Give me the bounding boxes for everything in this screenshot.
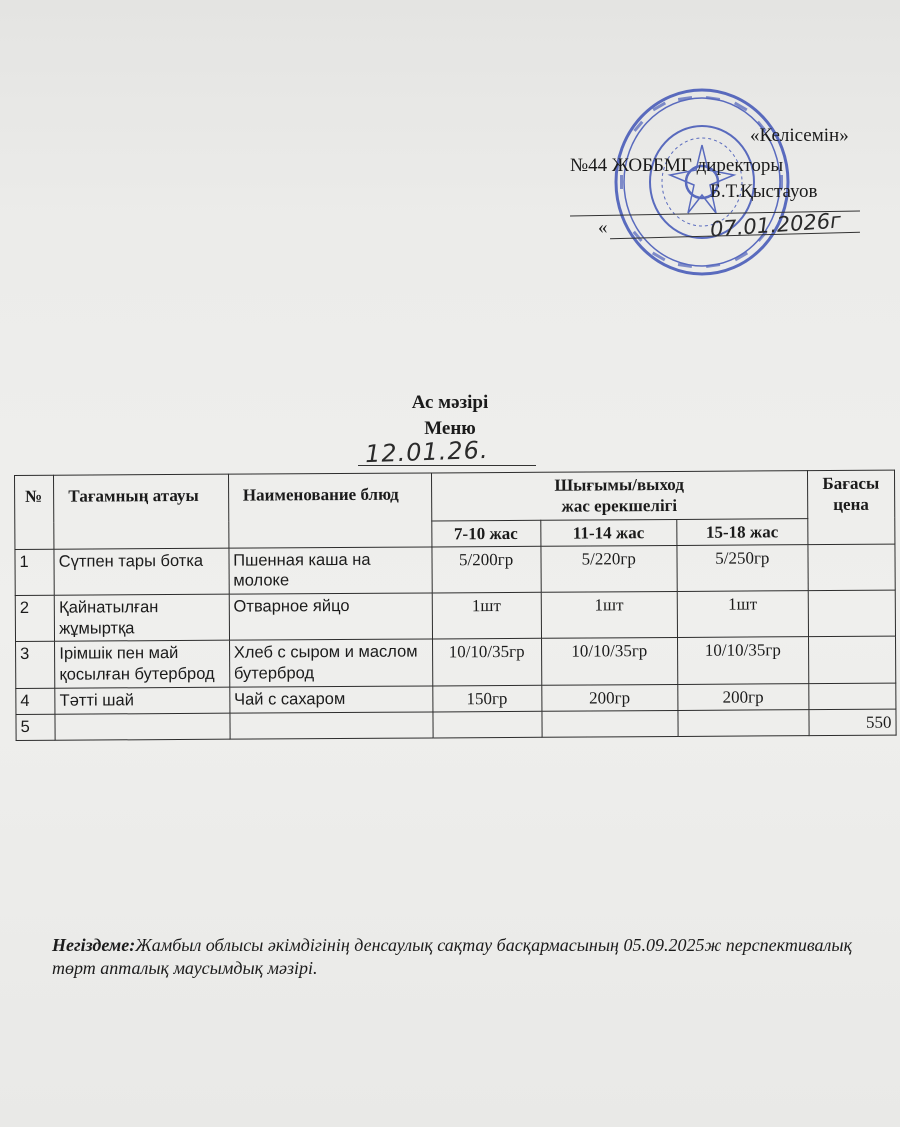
approval-heading: «Келісемін» [750, 125, 849, 146]
portion-11-14: 10/10/35гр [541, 638, 678, 685]
header-name-kz: Тағамның атауы [54, 474, 229, 549]
portion-15-18: 5/250гр [677, 544, 808, 591]
title-ru: Меню [424, 418, 476, 439]
row-num: 3 [16, 642, 56, 688]
menu-table [14, 470, 897, 741]
basis-text: Жамбыл облысы әкімдігінің денсаулық сақтау басқармасының 05.09.2025ж перспективалық төрт апталық маусымдық мәзірі. [52, 935, 852, 979]
price-cell [808, 636, 896, 683]
portion-15-18: 10/10/35гр [677, 637, 808, 684]
portion-7-10: 10/10/35гр [432, 639, 541, 686]
header-age-7-10: 7-10 жас [431, 520, 540, 547]
dish-name-ru: Хлеб с сыром и маслом бутерброд [229, 639, 432, 686]
approval-position: №44 ЖОББМГ директоры [570, 155, 784, 176]
row-num: 5 [16, 714, 55, 740]
header-num: № [15, 475, 55, 549]
price-cell [808, 590, 896, 637]
dish-name-ru: Пшенная каша на молоке [229, 547, 432, 594]
row-num: 4 [16, 688, 55, 714]
title-date-line [358, 465, 536, 466]
approval-director-name: Б.Т.Қыстауов [710, 181, 818, 202]
basis-label: Негіздеме: [52, 935, 136, 955]
row-num: 1 [15, 549, 55, 595]
header-output-line2: жас ерекшелігі [561, 496, 678, 516]
table-row [15, 544, 895, 596]
dish-name-ru: Отварное яйцо [229, 593, 432, 640]
header-age-11-14: 11-14 жас [540, 519, 676, 546]
table-row [16, 636, 896, 688]
dish-name-kz: Қайнатылған жұмыртқа [54, 594, 229, 641]
dish-name-kz: Сүтпен тары ботка [54, 548, 229, 595]
header-price-line2: цена [833, 495, 869, 515]
header-name-ru: Наименование блюд [228, 473, 431, 548]
title-kz: Ас мәзірі [411, 392, 489, 413]
price-cell [808, 544, 896, 591]
menu-handwritten-date: 12.01.26. [364, 435, 489, 469]
portion-7-10: 150гр [432, 685, 541, 712]
dish-name-kz: Ірімшік пен май қосылған бутерброд [55, 640, 230, 687]
portion-15-18: 200гр [678, 683, 809, 710]
portion-15-18: 1шт [677, 591, 808, 638]
approval-date-quote: « [598, 217, 608, 238]
approval-handwritten-date: 07.01.2026г [709, 208, 842, 242]
table-header-row [15, 470, 895, 523]
portion-11-14: 5/220гр [541, 545, 678, 592]
basis-note [52, 934, 872, 981]
portion-15-18 [678, 709, 809, 736]
total-price: 550 [809, 709, 896, 736]
row-num: 2 [15, 595, 55, 641]
portion-11-14 [542, 710, 678, 737]
portion-7-10 [432, 711, 541, 738]
table-total-row [16, 709, 896, 741]
portion-7-10: 5/200гр [431, 546, 540, 593]
dish-name-kz: Тәтті шай [55, 687, 230, 714]
header-output-line1: Шығымы/выход [554, 474, 684, 495]
table-row [15, 590, 895, 642]
price-cell [808, 683, 895, 710]
header-price [807, 470, 895, 544]
header-age-15-18: 15-18 жас [677, 518, 808, 545]
dish-name-ru: Чай с сахаром [230, 685, 433, 712]
header-output [431, 471, 807, 521]
portion-7-10: 1шт [432, 592, 541, 639]
portion-11-14: 200гр [541, 684, 677, 711]
dish-name-kz [55, 713, 230, 740]
dish-name-ru [230, 712, 433, 739]
portion-11-14: 1шт [541, 591, 678, 638]
header-price-line1: Бағасы [822, 473, 880, 494]
